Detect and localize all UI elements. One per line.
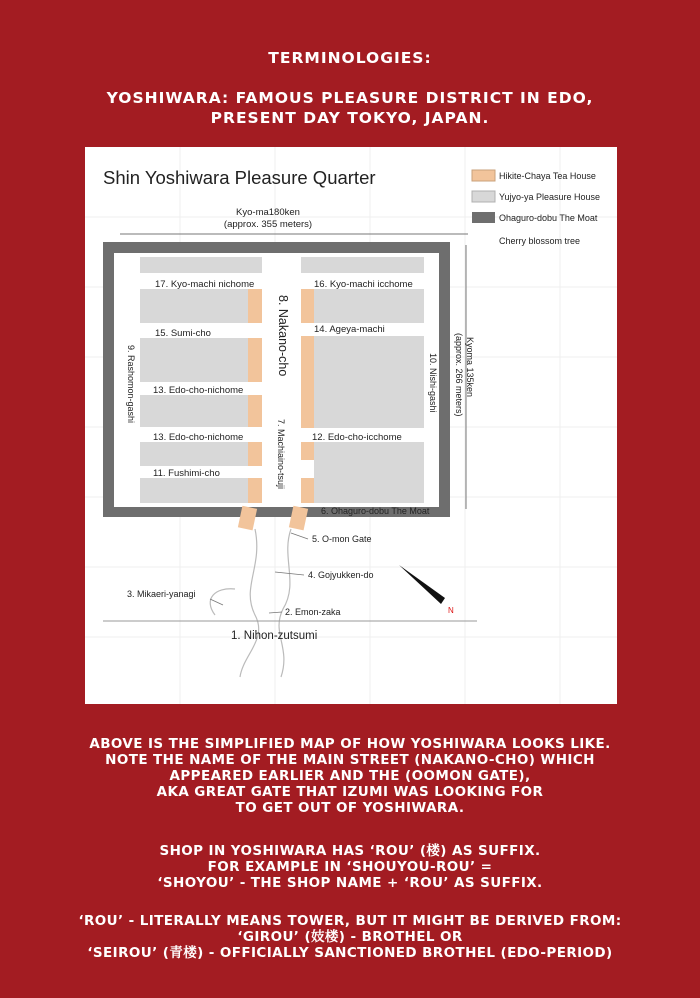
p3-line: ‘SEIROU’ (青楼) - OFFICIALLY SANCTIONED BROTHEL (EDO-PERIOD) — [87, 945, 613, 961]
teahouse-r3 — [301, 442, 314, 460]
p1-line: NOTE THE NAME OF THE MAIN STREET (NAKANO-CHO) WHICH — [105, 752, 595, 768]
legend-moat-swatch — [472, 212, 495, 223]
p1-line: ABOVE IS THE SIMPLIFIED MAP OF HOW YOSHIWARA LOOKS LIKE. — [89, 736, 611, 752]
street-nakano-cho-label: 8. Nakano-cho — [276, 295, 290, 377]
block-top-left — [140, 257, 262, 273]
legend-teahouse-swatch — [472, 170, 495, 181]
teahouse-r4 — [301, 478, 314, 503]
block-16-label: 16. Kyo-machi icchome — [314, 279, 413, 290]
p1-line: AKA GREAT GATE THAT IZUMI WAS LOOKING FOR — [156, 784, 544, 800]
block-12-label: 12. Edo-cho-icchome — [312, 432, 402, 443]
block-16 — [314, 289, 424, 323]
teahouse-l5 — [248, 478, 262, 503]
emon-zaka-label: 2. Emon-zaka — [285, 607, 341, 617]
page-heading: TERMINOLOGIES: — [268, 49, 432, 67]
block-13a — [140, 395, 248, 427]
p1-line: APPEARED EARLIER AND THE (OOMON GATE), — [169, 768, 531, 784]
legend-cherry-label: Cherry blossom tree — [499, 236, 581, 246]
explanation-paragraph-3 — [0, 913, 700, 961]
street-nishi-gashi-label: 10. Nishi-gashi — [428, 353, 438, 413]
north-arrow-icon — [399, 565, 445, 604]
yoshiwara-map — [85, 147, 617, 704]
p2-line: SHOP IN YOSHIWARA HAS ‘ROU’ (楼) AS SUFFIX. — [159, 843, 541, 859]
height-label-1: Kyoma 135ken — [465, 337, 475, 398]
teahouse-r1 — [301, 289, 314, 323]
legend-pleasure-house-label: Yujyo-ya Pleasure House — [499, 192, 601, 202]
gate-label: 5. O-mon Gate — [312, 534, 372, 544]
block-top-right — [301, 257, 424, 273]
height-label-2: (approx. 266 meters) — [454, 333, 464, 417]
block-11 — [140, 478, 248, 503]
mikaeri-yanagi-label: 3. Mikaeri-yanagi — [127, 589, 196, 599]
width-label-2: (approx. 355 meters) — [223, 219, 313, 230]
block-15-label: 15. Sumi-cho — [155, 328, 211, 339]
block-11-label: 11. Fushimi-cho — [153, 468, 220, 479]
teahouse-l1 — [248, 289, 262, 323]
width-label-1: Kyo-ma180ken — [236, 207, 300, 218]
block-12 — [314, 442, 424, 503]
block-13b-label: 13. Edo-cho-nichome — [153, 432, 244, 443]
nihon-zutsumi-label: 1. Nihon-zutsumi — [231, 630, 318, 642]
explanation-paragraph-2 — [0, 843, 700, 891]
emon-zaka-road — [240, 529, 259, 677]
block-17 — [140, 289, 248, 323]
north-label: N — [448, 606, 454, 615]
street-machiaino-label: 7. Machiaino-tsuji — [276, 419, 286, 490]
definition-line-2: PRESENT DAY TOKYO, JAPAN. — [210, 109, 490, 127]
legend-pleasure-house-swatch — [472, 191, 495, 202]
moat-label: 6. Ohaguro-dobu The Moat — [321, 506, 430, 516]
p3-line: ‘ROU’ - LITERALLY MEANS TOWER, BUT IT MIGHT BE DERIVED FROM: — [78, 913, 622, 929]
gojyukken-do-label: 4. Gojyukken-do — [308, 570, 374, 580]
teahouse-l4 — [248, 442, 262, 466]
block-15 — [140, 338, 248, 382]
block-14 — [314, 336, 424, 428]
p2-line: ‘SHOYOU’ - THE SHOP NAME + ‘ROU’ AS SUFFIX. — [157, 875, 543, 891]
street-rashomon-label: 9. Rashomon-gashi — [126, 345, 136, 424]
block-13a-label: 13. Edo-cho-nichome — [153, 385, 244, 396]
p3-line: ‘GIROU’ (妓楼) - BROTHEL OR — [237, 929, 463, 945]
teahouse-l3 — [248, 395, 262, 427]
block-14-label: 14. Ageya-machi — [314, 324, 385, 335]
legend-moat-label: Ohaguro-dobu The Moat — [499, 213, 598, 223]
map-title: Shin Yoshiwara Pleasure Quarter — [103, 167, 376, 188]
block-17-label: 17. Kyo-machi nichome — [155, 279, 255, 290]
p1-line: TO GET OUT OF YOSHIWARA. — [235, 800, 465, 816]
legend-teahouse-label: Hikite-Chaya Tea House — [499, 171, 596, 181]
teahouse-l2 — [248, 338, 262, 382]
p2-line: FOR EXAMPLE IN ‘SHOUYOU-ROU’ = — [207, 859, 493, 875]
teahouse-r2 — [301, 336, 314, 428]
definition-line-1: YOSHIWARA: FAMOUS PLEASURE DISTRICT IN EDO, — [106, 89, 594, 107]
block-13b — [140, 442, 248, 466]
explanation-paragraph-1 — [0, 736, 700, 816]
